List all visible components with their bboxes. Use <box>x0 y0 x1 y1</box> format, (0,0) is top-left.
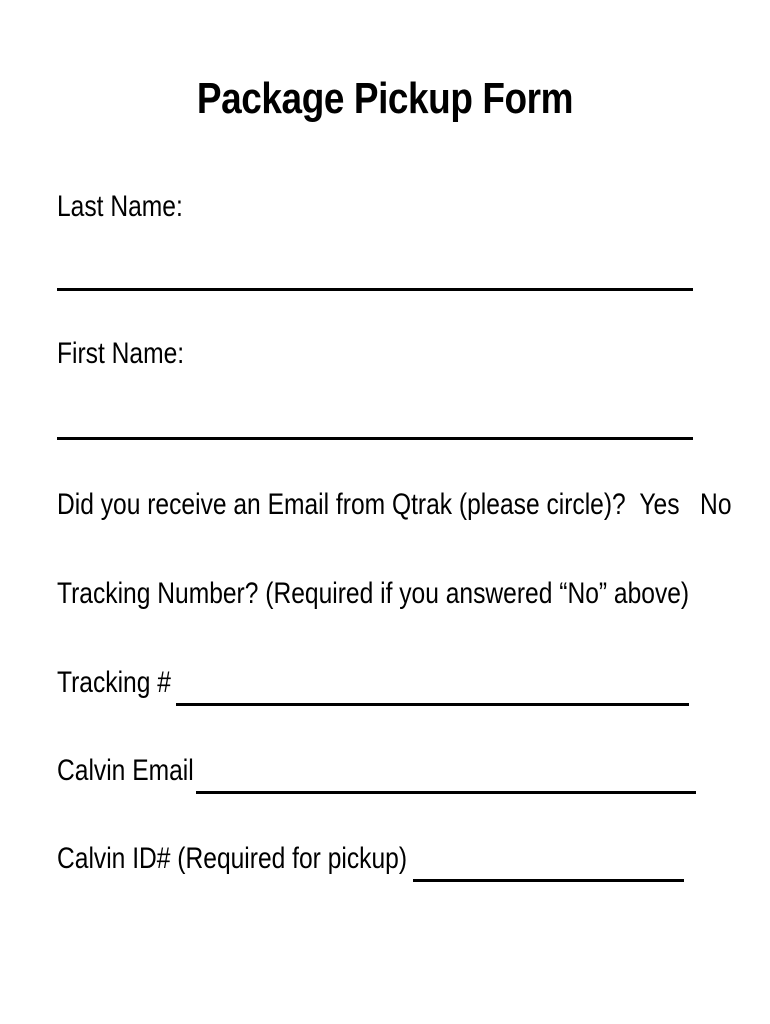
yes-option[interactable]: Yes <box>639 488 680 521</box>
calvin-email-label: Calvin Email <box>57 754 194 787</box>
email-question <box>57 488 732 522</box>
last-name-label: Last Name: <box>57 190 183 223</box>
first-name-field-line[interactable] <box>57 437 693 440</box>
email-question-text: Did you receive an Email from Qtrak (please circle)? <box>57 488 626 521</box>
last-name-field-line[interactable] <box>57 288 693 291</box>
tracking-number-field-line[interactable] <box>176 703 689 706</box>
calvin-id-label: Calvin ID# (Required for pickup) <box>57 842 408 875</box>
calvin-id-field-line[interactable] <box>413 879 684 882</box>
page-title: Package Pickup Form <box>196 74 574 123</box>
no-option[interactable]: No <box>700 488 732 521</box>
calvin-email-field-line[interactable] <box>196 791 696 794</box>
first-name-label: First Name: <box>57 337 185 370</box>
tracking-number-label: Tracking # <box>57 666 171 699</box>
tracking-question: Tracking Number? (Required if you answered “No” above) <box>57 577 690 610</box>
